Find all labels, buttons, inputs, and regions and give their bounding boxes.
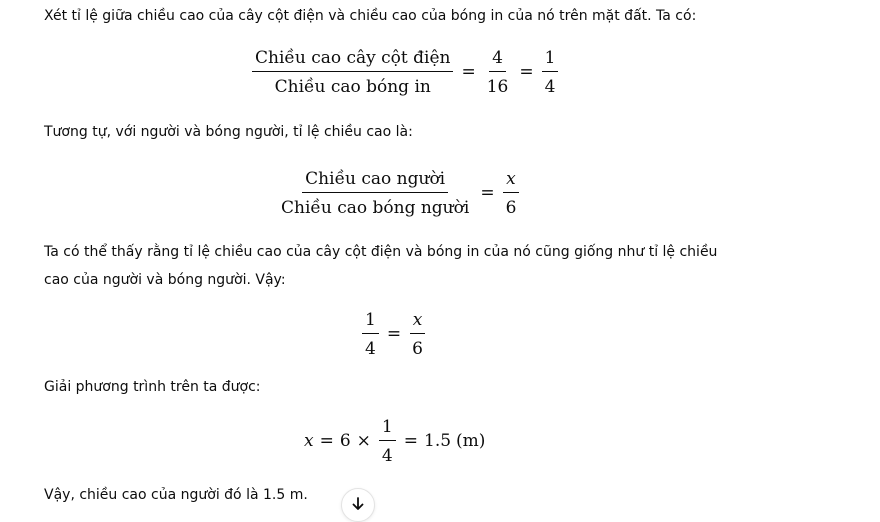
fraction-denominator: 4 <box>544 76 556 97</box>
equals-sign: = <box>480 183 495 203</box>
fraction-1-4 <box>379 416 396 467</box>
scroll-to-bottom-button[interactable] <box>341 488 375 522</box>
fraction-pole-over-shadow <box>252 47 453 98</box>
equation-person-ratio <box>276 165 521 221</box>
fraction-numerator: x <box>503 168 519 193</box>
equation-proportion <box>360 306 428 362</box>
equation-pole-ratio <box>250 44 560 100</box>
equation-solution <box>304 413 485 469</box>
equals-sign: = <box>403 431 418 451</box>
fraction-denominator: 4 <box>365 338 376 359</box>
fraction-denominator: 6 <box>505 197 517 218</box>
paragraph-conclusion: Vậy, chiều cao của người đó là 1.5 m. <box>44 487 308 503</box>
fraction-4-16 <box>484 47 512 98</box>
times-sign: × <box>356 431 371 451</box>
paragraph-person-ratio: Tương tự, với người và bóng người, tỉ lệ chiều cao là: <box>44 124 413 140</box>
fraction-numerator: 1 <box>379 416 396 441</box>
fraction-1-4 <box>542 47 559 98</box>
fraction-x-6 <box>409 309 426 360</box>
fraction-numerator: 1 <box>362 309 379 334</box>
paragraph-equal-ratios: Ta có thể thấy rằng tỉ lệ chiều cao của cây cột điện và bóng in của nó cũng giống như tỉ lệ chiều cao của người và bóng người. Vậy: <box>44 244 718 288</box>
fraction-denominator: Chiều cao bóng in <box>274 76 431 97</box>
arrow-down-icon <box>351 497 365 511</box>
fraction-x-6 <box>503 168 520 219</box>
fraction-denominator: Chiều cao bóng người <box>281 197 470 218</box>
number-six: 6 <box>339 431 351 451</box>
equals-sign: = <box>461 62 476 82</box>
equals-sign: = <box>386 324 402 344</box>
fraction-numerator: 4 <box>489 47 506 72</box>
variable-x: x <box>304 431 314 451</box>
equals-sign: = <box>319 431 334 451</box>
fraction-denominator: 16 <box>486 76 509 97</box>
fraction-denominator: 6 <box>412 338 423 359</box>
fraction-1-4 <box>362 309 379 360</box>
result-unit: (m) <box>456 431 486 451</box>
paragraph-ratio-intro: Xét tỉ lệ giữa chiều cao của cây cột điện và chiều cao của bóng in của nó trên mặt đất. Ta có: <box>44 8 697 24</box>
fraction-numerator: Chiều cao cây cột điện <box>252 47 453 72</box>
equals-sign: = <box>519 62 534 82</box>
fraction-numerator: 1 <box>542 47 559 72</box>
fraction-numerator: x <box>410 309 426 334</box>
fraction-denominator: 4 <box>381 445 393 466</box>
fraction-numerator: Chiều cao người <box>302 168 448 193</box>
result-value: 1.5 <box>424 431 452 451</box>
paragraph-solve: Giải phương trình trên ta được: <box>44 379 261 395</box>
fraction-person-over-shadow <box>278 168 472 219</box>
